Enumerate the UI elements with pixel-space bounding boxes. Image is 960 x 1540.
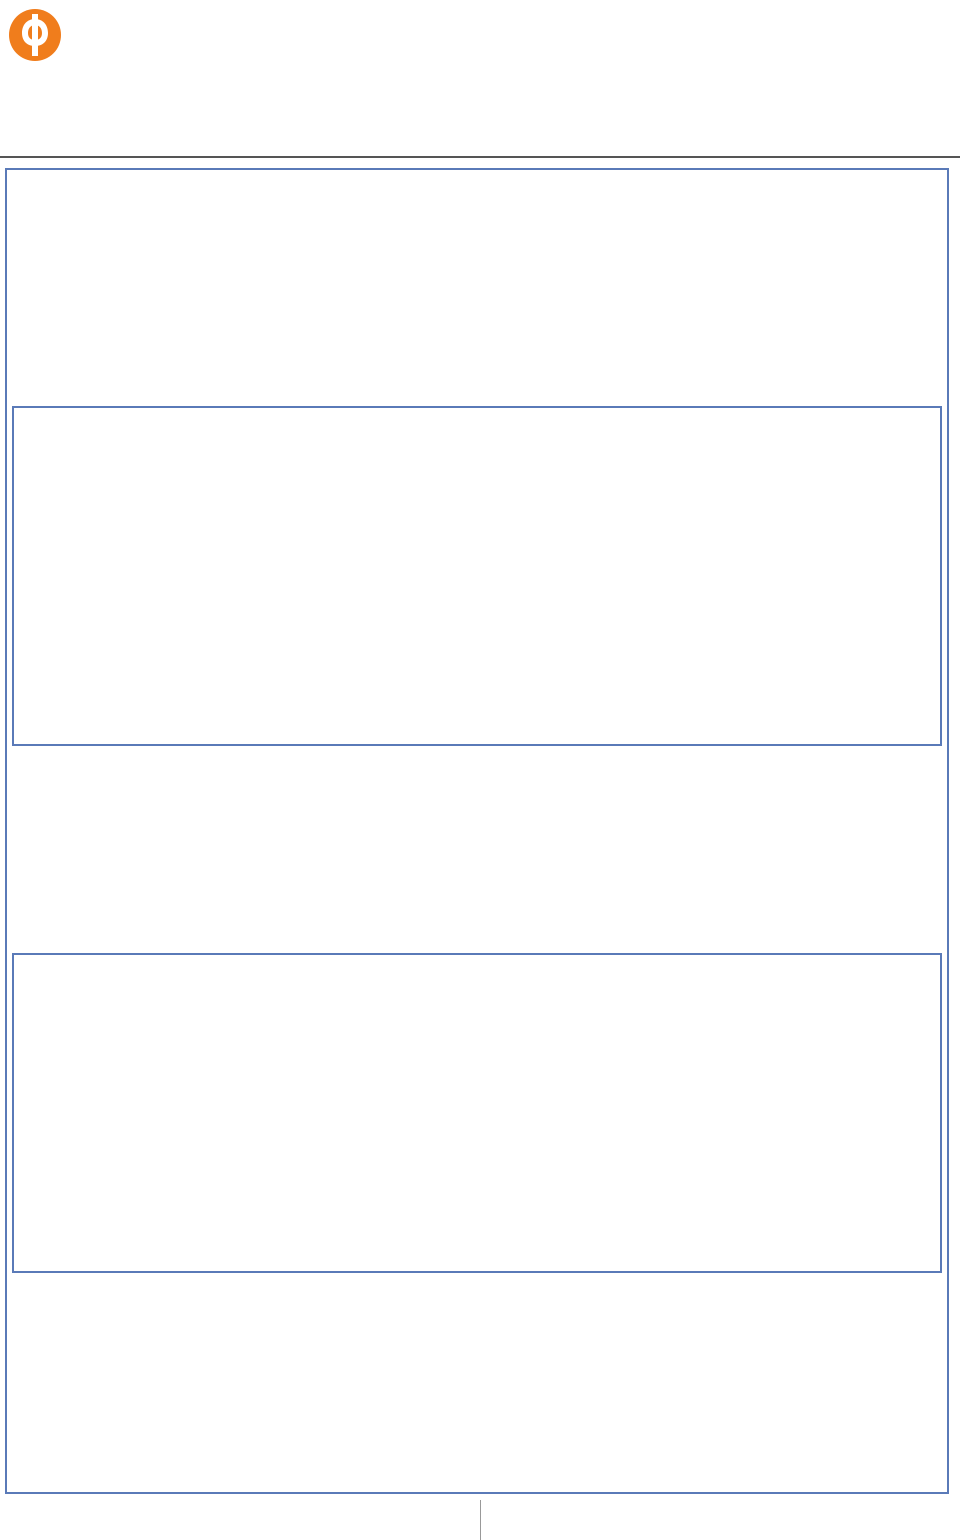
chart-row-bottom <box>14 955 940 1271</box>
page-header <box>0 0 960 70</box>
header-divider <box>0 156 960 158</box>
chart-panel-bottom <box>12 953 942 1273</box>
chart-panel-top <box>12 406 942 746</box>
content-frame <box>5 168 949 1494</box>
footer-line <box>480 1500 481 1540</box>
chart-row-top <box>14 408 940 744</box>
op-logo-icon <box>8 8 62 62</box>
